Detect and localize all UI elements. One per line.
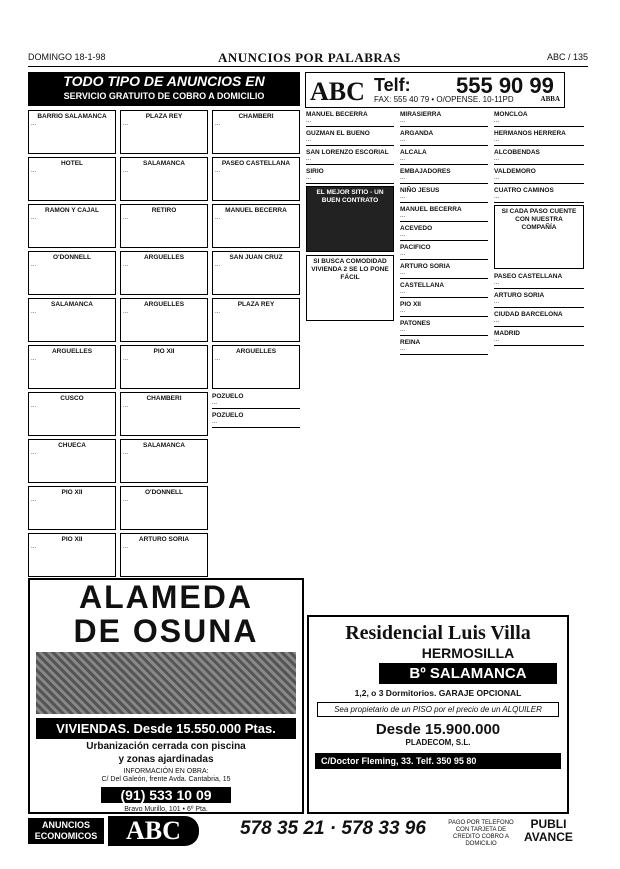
ad-title: PIO XII [61, 536, 83, 543]
abba-tag: ABBA [540, 95, 560, 103]
ads-column-3 [212, 110, 300, 430]
ad-box [120, 439, 208, 483]
ad-text: ... [494, 318, 500, 324]
ad-text: ... [494, 137, 500, 143]
ad-text: ... [494, 156, 500, 162]
ad-box [120, 533, 208, 577]
villa-dormitorios: 1,2, o 3 Dormitorios. GARAJE OPCIONAL [354, 688, 522, 698]
ad-title: MADRID [494, 330, 520, 337]
ad-title: MIRASIERRA [400, 111, 442, 118]
vivienda2-banner: EL MEJOR SITIO - UN BUEN CONTRATO [306, 186, 394, 252]
ad-text: ... [400, 270, 406, 276]
ad-title: CUATRO CAMINOS [494, 187, 554, 194]
ad-text: ... [123, 497, 129, 503]
ad-text: ... [31, 544, 37, 550]
ad-text: ... [400, 289, 406, 295]
ad-title: HOTEL [60, 160, 84, 167]
ad-entry [306, 167, 394, 184]
abc-phone-box [305, 72, 565, 108]
ad-title: CUSCO [60, 395, 84, 402]
ad-title: ARTURO SORIA [138, 536, 190, 543]
ad-title: PIO XII [400, 301, 421, 308]
alameda-sub1: Urbanización cerrada con piscina [86, 741, 246, 752]
ad-text: ... [123, 309, 129, 315]
ad-text: ... [215, 121, 221, 127]
ad-box [28, 110, 116, 154]
fax-line: FAX: 555 40 79 • O/OPENSE. 10-11PD [374, 95, 514, 104]
ad-text: ... [400, 232, 406, 238]
ad-title: BARRIO SALAMANCA [37, 113, 107, 120]
ad-box [28, 392, 116, 436]
ad-title: GUZMAN EL BUENO [306, 130, 370, 137]
ad-text: ... [494, 194, 500, 200]
footer-banner [28, 816, 593, 846]
ad-title: ARGUELLES [51, 348, 93, 355]
ad-text: ... [123, 450, 129, 456]
ad-text: ... [494, 299, 500, 305]
ad-box [28, 298, 116, 342]
ad-text: ... [400, 175, 406, 181]
footer-phones: 578 35 21 · 578 33 96 [240, 818, 426, 839]
ad-entry [494, 186, 584, 203]
ad-title: SALAMANCA [143, 442, 185, 449]
footer-abc-logo: ABC [108, 816, 199, 846]
ad-text: ... [306, 137, 312, 143]
ad-box [28, 486, 116, 530]
ad-title: NIÑO JESUS [400, 187, 440, 194]
ad-box [28, 251, 116, 295]
ad-title: REINA [400, 339, 421, 346]
ad-text: ... [400, 213, 406, 219]
ad-title: VALDEMORO [494, 168, 536, 175]
ad-title: EMBAJADORES [400, 168, 451, 175]
ad-entry [494, 272, 584, 289]
ad-entry [212, 411, 300, 428]
luis-villa-ad [307, 615, 569, 814]
ad-title: ACEVEDO [400, 225, 433, 232]
header-page: ABC / 135 [546, 52, 588, 62]
ad-title: CHAMBERI [238, 113, 274, 120]
villa-barrio: Bº SALAMANCA [379, 663, 557, 684]
ad-title: MONCLOA [494, 111, 528, 118]
ad-title: O'DONNELL [144, 489, 184, 496]
ad-box [120, 157, 208, 201]
compania-banner: SI CADA PASO CUENTE CON NUESTRA COMPAÑÍA [494, 205, 584, 269]
ad-box [212, 345, 300, 389]
ad-entry [400, 110, 488, 127]
header-section: ANUNCIOS POR PALABRAS [218, 50, 401, 65]
ad-title: CIUDAD BARCELONA [494, 311, 563, 318]
ad-title: SALAMANCA [143, 160, 185, 167]
top-banner [28, 72, 300, 106]
ad-title: ALCOBENDAS [494, 149, 540, 156]
ad-text: ... [215, 168, 221, 174]
villa-hermosilla: HERMOSILLA [421, 645, 515, 661]
ad-title: HERMANOS HERRERA [494, 130, 566, 137]
ad-text: ... [123, 262, 129, 268]
ad-title: ARTURO SORIA [400, 263, 451, 270]
ad-entry [494, 129, 584, 146]
ad-title: ALCALA [400, 149, 427, 156]
ad-title: ARTURO SORIA [494, 292, 545, 299]
ad-entry [400, 167, 488, 184]
ad-text: ... [31, 215, 37, 221]
ad-title: MANUEL BECERRA [306, 111, 368, 118]
ad-entry [400, 243, 488, 260]
footer-brand-line2: AVANCE [524, 830, 573, 844]
ad-title: ARGANDA [400, 130, 434, 137]
ad-text: ... [31, 262, 37, 268]
ad-box [120, 204, 208, 248]
ad-entry [400, 186, 488, 203]
villa-address: C/Doctor Fleming, 33. Telf. 350 95 80 [315, 753, 561, 769]
ad-entry [400, 319, 488, 336]
ad-text: ... [400, 194, 406, 200]
ad-text: ... [400, 137, 406, 143]
ad-text: ... [31, 403, 37, 409]
ads-column-6 [494, 110, 584, 348]
ad-text: ... [123, 403, 129, 409]
ad-title: PIO XII [61, 489, 83, 496]
ad-entry [494, 329, 584, 346]
ad-title: SAN LORENZO ESCORIAL [306, 149, 389, 156]
ad-title: ARGUELLES [143, 301, 185, 308]
ad-title: RETIRO [151, 207, 177, 214]
ad-title: PLAZA REY [237, 301, 275, 308]
ad-text: ... [31, 356, 37, 362]
ad-entry [494, 148, 584, 165]
footer-brand-line1: PUBLI [530, 817, 567, 831]
abc-logo: ABC [310, 77, 365, 106]
footer-brand [524, 818, 573, 844]
ad-text: ... [306, 118, 312, 124]
ad-box [120, 486, 208, 530]
ad-box [212, 157, 300, 201]
ad-box [120, 251, 208, 295]
ad-entry [400, 129, 488, 146]
ad-title: RAMON Y CAJAL [45, 207, 99, 214]
ad-text: ... [306, 175, 312, 181]
ad-text: ... [123, 544, 129, 550]
ad-text: ... [123, 121, 129, 127]
comodidad-banner: SI BUSCA COMODIDAD VIVIENDA 2 SE LO PONE FÁCIL [306, 255, 394, 321]
alameda-name-line2: DE OSUNA [73, 613, 259, 649]
top-banner-line1: TODO TIPO DE ANUNCIOS EN [63, 73, 265, 89]
ad-entry [494, 167, 584, 184]
ad-title: PATONES [400, 320, 431, 327]
ad-title: CASTELLANA [400, 282, 445, 289]
ad-text: ... [215, 215, 221, 221]
ad-box [28, 157, 116, 201]
ad-text: ... [31, 168, 37, 174]
ad-entry [306, 110, 394, 127]
ad-text: ... [31, 450, 37, 456]
ad-text: ... [215, 356, 221, 362]
ad-title: MANUEL BECERRA [400, 206, 462, 213]
ad-entry [400, 262, 488, 279]
ad-title: CHAMBERI [146, 395, 182, 402]
ad-title: ARGUELLES [143, 254, 185, 261]
ad-text: ... [123, 215, 129, 221]
ad-entry [494, 291, 584, 308]
ad-entry [306, 148, 394, 165]
ad-text: ... [123, 168, 129, 174]
alameda-info-label: INFORMACIÓN EN OBRA: [123, 768, 209, 775]
ad-title: PLAZA REY [145, 113, 183, 120]
ad-text: ... [400, 327, 406, 333]
ad-text: ... [400, 251, 406, 257]
ad-text: ... [31, 309, 37, 315]
ad-entry [400, 205, 488, 222]
ad-text: ... [306, 156, 312, 162]
ad-title: PASEO CASTELLANA [494, 273, 563, 280]
ad-title: PACIFICO [400, 244, 431, 251]
ad-entry [400, 338, 488, 355]
ad-title: O'DONNELL [52, 254, 92, 261]
villa-alquiler: Sea propietario de un PISO por el precio de un ALQUILER [317, 702, 559, 717]
ad-text: ... [212, 400, 218, 406]
alameda-name-line1: ALAMEDA [79, 579, 253, 615]
ad-title: PIO XII [153, 348, 175, 355]
ad-text: ... [31, 121, 37, 127]
ad-entry [400, 148, 488, 165]
villa-company: PLADECOM, S.L. [405, 738, 471, 747]
page-header [28, 50, 588, 67]
ad-text: ... [494, 175, 500, 181]
phone-number: 555 90 99 [456, 73, 554, 98]
building-photo [36, 652, 296, 714]
ad-entry [494, 310, 584, 327]
header-date: DOMINGO 18-1-98 [28, 52, 106, 62]
ad-box [212, 251, 300, 295]
alameda-info-address: C/ Del Galeón, frente Avda. Cantabria, 15 [101, 776, 231, 783]
ad-entry [400, 300, 488, 317]
ad-box [212, 204, 300, 248]
footer-label: ANUNCIOS ECONOMICOS [28, 818, 104, 844]
ad-text: ... [494, 280, 500, 286]
ad-text: ... [123, 356, 129, 362]
ad-title: POZUELO [212, 412, 244, 419]
ad-title: SIRIO [306, 168, 324, 175]
ad-text: ... [400, 156, 406, 162]
ads-column-2 [120, 110, 208, 580]
ad-box [212, 298, 300, 342]
alameda-osuna-ad [28, 578, 304, 814]
ad-box [212, 110, 300, 154]
ad-text: ... [212, 419, 218, 425]
ad-box [120, 110, 208, 154]
ad-box [120, 298, 208, 342]
ad-title: POZUELO [212, 393, 244, 400]
ad-box [120, 392, 208, 436]
ad-entry [400, 281, 488, 298]
ads-column-5 [400, 110, 488, 357]
ad-text: ... [215, 309, 221, 315]
villa-title: Residencial Luis Villa [345, 622, 531, 644]
ad-text: ... [31, 497, 37, 503]
ad-box [120, 345, 208, 389]
ad-entry [400, 224, 488, 241]
ad-text: ... [494, 118, 500, 124]
ad-text: ... [400, 346, 406, 352]
tel-label: Telf: [374, 75, 411, 95]
alameda-price: VIVIENDAS. Desde 15.550.000 Ptas. [36, 718, 296, 739]
ad-text: ... [494, 337, 500, 343]
top-banner-line2: SERVICIO GRATUITO DE COBRO A DOMICILIO [63, 91, 265, 101]
ad-text: ... [215, 262, 221, 268]
ad-box [28, 345, 116, 389]
alameda-phone: (91) 533 10 09 [101, 787, 231, 803]
ad-title: CHUECA [58, 442, 86, 449]
ad-text: ... [400, 308, 406, 314]
alameda-bottom-address: Bravo Murillo, 101 • 6º Pta. [124, 806, 208, 813]
alameda-sub2: y zonas ajardinadas [118, 754, 214, 765]
footer-note: PAGO POR TELEFONO CON TARJETA DE CREDITO COBRO A DOMICILIO [448, 820, 514, 847]
villa-price: Desde 15.900.000 [375, 721, 501, 738]
ads-column-1 [28, 110, 116, 580]
ad-title: SAN JUAN CRUZ [229, 254, 283, 261]
ad-text: ... [400, 118, 406, 124]
ad-title: PASEO CASTELLANA [221, 160, 291, 167]
ad-box [28, 533, 116, 577]
ad-entry [306, 129, 394, 146]
ad-title: SALAMANCA [51, 301, 93, 308]
ad-box [28, 439, 116, 483]
ads-column-4 [306, 110, 394, 324]
ad-entry [494, 110, 584, 127]
ad-box [28, 204, 116, 248]
ad-entry [212, 392, 300, 409]
ad-title: ARGUELLES [235, 348, 277, 355]
ad-title: MANUEL BECERRA [225, 207, 287, 214]
